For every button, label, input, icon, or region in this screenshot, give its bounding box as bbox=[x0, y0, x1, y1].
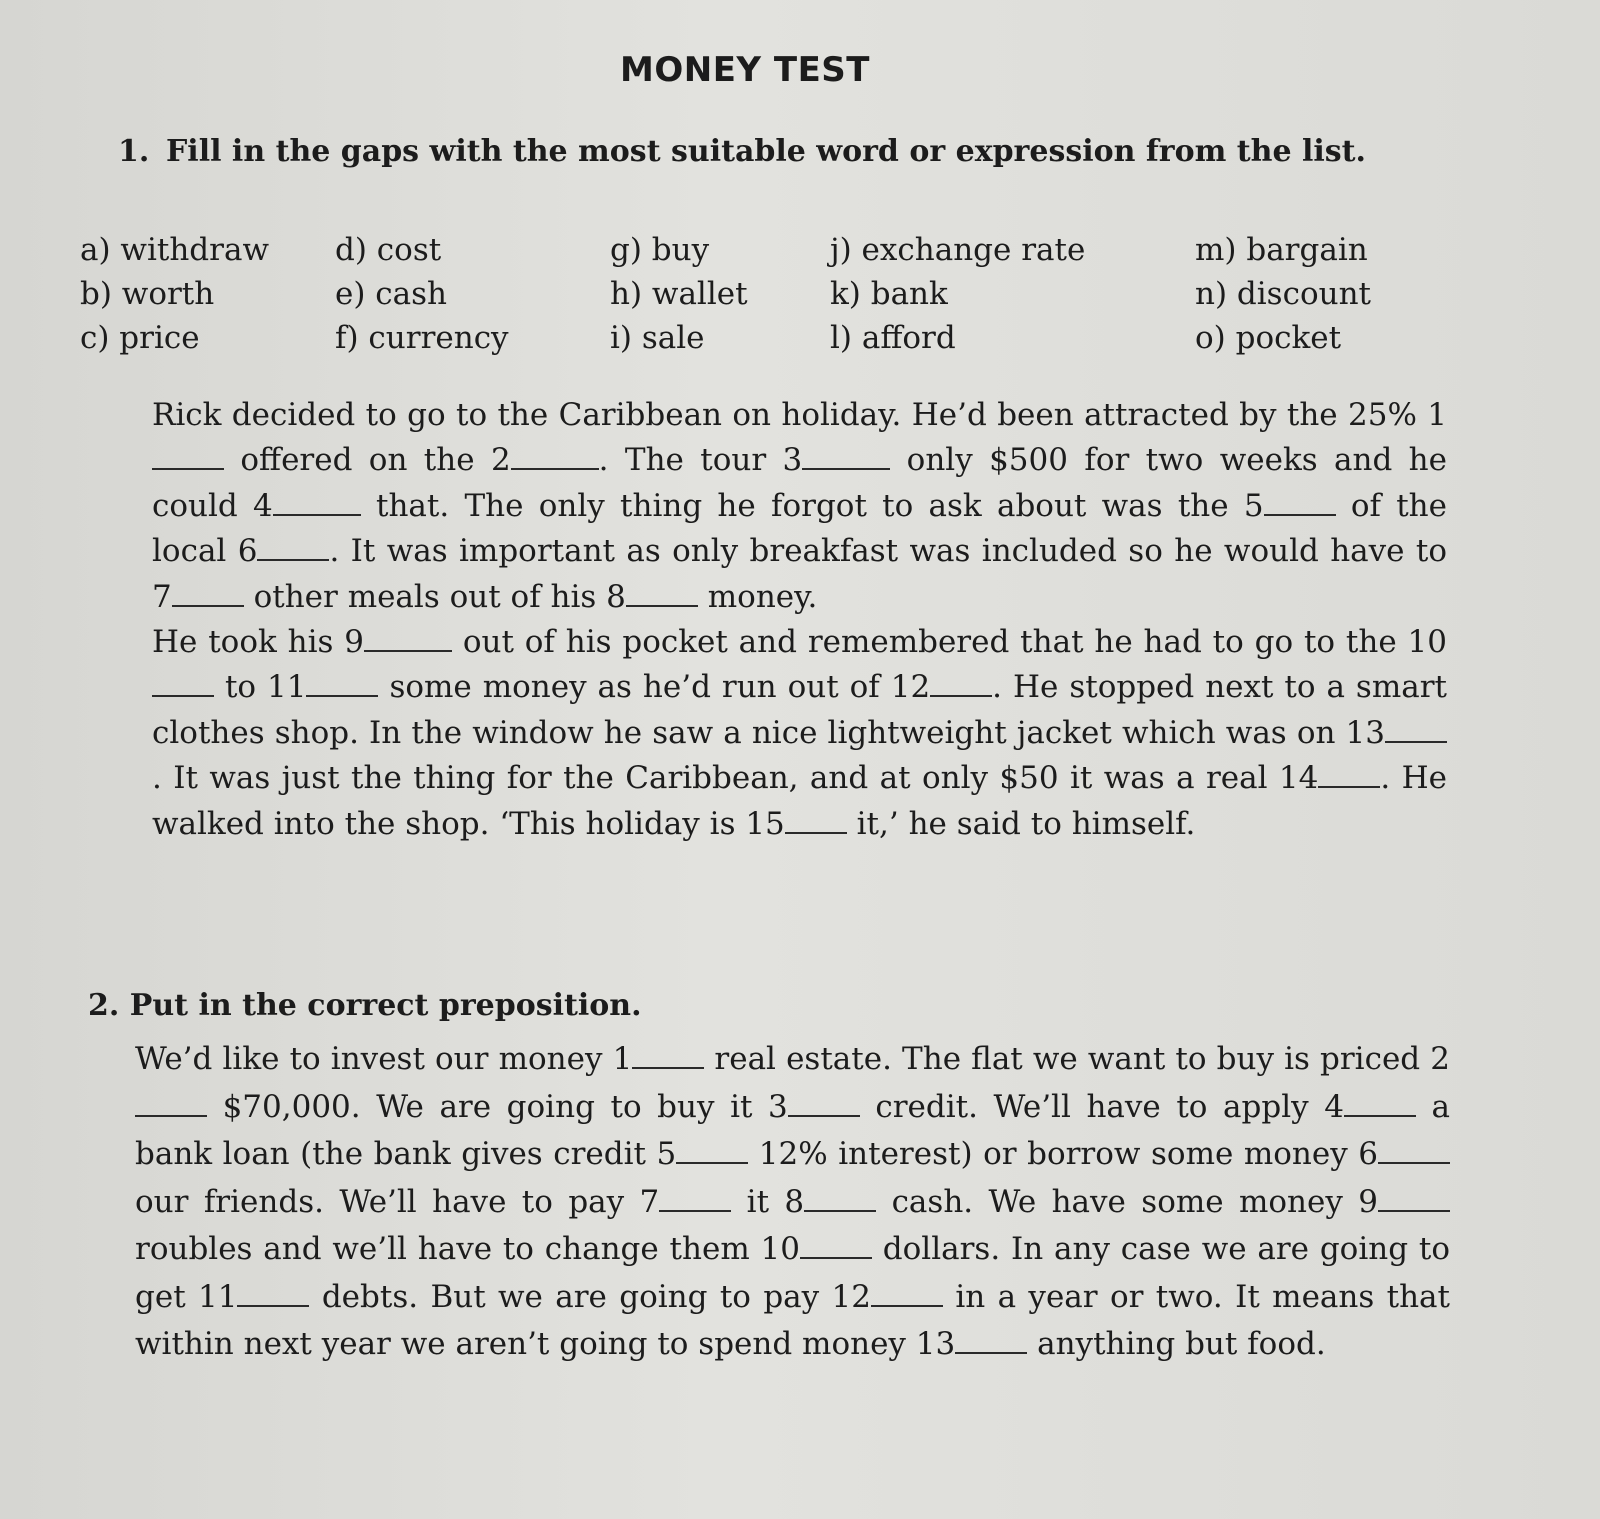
text-fragment: some money as he’d run out of 12 bbox=[378, 669, 931, 706]
task1-number: 1. bbox=[118, 134, 150, 169]
answer-gap[interactable] bbox=[135, 1089, 207, 1117]
answer-gap[interactable] bbox=[364, 624, 452, 652]
text-fragment: $70,000. We are going to buy it 3 bbox=[207, 1088, 788, 1125]
answer-gap[interactable] bbox=[306, 669, 378, 697]
answer-gap[interactable] bbox=[257, 533, 329, 561]
answer-gap[interactable] bbox=[955, 1326, 1027, 1354]
text-fragment: it,’ he said to himself. bbox=[846, 805, 1196, 842]
text-fragment: money. bbox=[697, 578, 818, 615]
task2-number: 2. bbox=[88, 988, 120, 1023]
text-fragment: real estate. The flat we want to buy is priced 2 bbox=[704, 1041, 1450, 1077]
word-list-row bbox=[80, 272, 1440, 316]
text-fragment: . The tour 3 bbox=[598, 442, 803, 479]
answer-gap[interactable] bbox=[804, 1184, 876, 1212]
text-fragment: of the local 6 bbox=[152, 487, 1447, 570]
word-option: d) cost bbox=[335, 232, 442, 268]
text-fragment: We’d like to invest our money 1 bbox=[135, 1041, 633, 1077]
text-fragment: 12% interest) or borrow some money 6 bbox=[748, 1136, 1378, 1172]
word-option: l) afford bbox=[830, 320, 956, 356]
text-fragment: Rick decided to go to the Caribbean on holiday. He’d been attracted by the 25% 1 bbox=[152, 397, 1447, 433]
text-fragment: in a year or two. It means that within next year we aren’t going to spend money 13 bbox=[135, 1278, 1450, 1362]
text-fragment: it 8 bbox=[731, 1183, 805, 1220]
answer-gap[interactable] bbox=[152, 442, 224, 470]
task1-heading bbox=[118, 130, 1448, 174]
word-list bbox=[80, 228, 1440, 360]
task2-instruction: Put in the correct preposition. bbox=[129, 988, 642, 1023]
text-fragment: only $500 for two weeks and he could 4 bbox=[152, 442, 1447, 524]
answer-gap[interactable] bbox=[237, 1279, 309, 1307]
answer-gap[interactable] bbox=[1344, 1089, 1416, 1117]
answer-gap[interactable] bbox=[1385, 715, 1447, 743]
answer-gap[interactable] bbox=[788, 1089, 860, 1117]
word-option: g) buy bbox=[610, 232, 710, 268]
answer-gap[interactable] bbox=[632, 1041, 704, 1069]
answer-gap[interactable] bbox=[1264, 488, 1336, 516]
text-fragment: that. The only thing he forgot to ask about was the 5 bbox=[360, 487, 1264, 524]
text-fragment: offered on the 2 bbox=[224, 442, 511, 479]
answer-gap[interactable] bbox=[802, 442, 890, 470]
word-option: j) exchange rate bbox=[830, 232, 1086, 268]
answer-gap[interactable] bbox=[800, 1231, 872, 1259]
answer-gap[interactable] bbox=[626, 579, 698, 607]
answer-gap[interactable] bbox=[273, 488, 361, 516]
text-fragment: anything but food. bbox=[1027, 1326, 1326, 1362]
answer-gap[interactable] bbox=[871, 1279, 943, 1307]
word-option: h) wallet bbox=[610, 276, 748, 312]
text-fragment: roubles and we’ll have to change them 10 bbox=[135, 1231, 800, 1267]
text-fragment: to 11 bbox=[214, 669, 307, 706]
text-fragment: out of his pocket and remembered that he had to go to the 10 bbox=[452, 624, 1447, 661]
word-option: a) withdraw bbox=[80, 232, 269, 268]
word-option: i) sale bbox=[610, 320, 705, 356]
word-option: b) worth bbox=[80, 276, 215, 312]
word-option: o) pocket bbox=[1195, 320, 1342, 356]
text-fragment: a bank loan (the bank gives credit 5 bbox=[135, 1088, 1450, 1172]
task1-instruction: Fill in the gaps with the most suitable word or expression from the list. bbox=[166, 134, 1366, 169]
word-option: e) cash bbox=[335, 276, 448, 312]
task2-text bbox=[135, 1036, 1450, 1369]
word-option: f) currency bbox=[335, 320, 509, 356]
answer-gap[interactable] bbox=[676, 1136, 748, 1164]
word-list-row bbox=[80, 228, 1440, 272]
text-fragment: our friends. We’ll have to pay 7 bbox=[135, 1183, 660, 1220]
text-fragment: cash. We have some money 9 bbox=[876, 1183, 1378, 1220]
answer-gap[interactable] bbox=[659, 1184, 731, 1212]
text-fragment: credit. We’ll have to apply 4 bbox=[859, 1088, 1344, 1125]
answer-gap[interactable] bbox=[511, 442, 599, 470]
answer-gap[interactable] bbox=[785, 806, 847, 834]
text-fragment: other meals out of his 8 bbox=[243, 578, 626, 615]
task2-heading bbox=[88, 984, 1418, 1028]
text-fragment: . He walked into the shop. ‘This holiday is 15 bbox=[152, 760, 1447, 842]
word-option: n) discount bbox=[1195, 276, 1371, 312]
text-fragment: . It was just the thing for the Caribbean, and at only $50 it was a real 14 bbox=[152, 760, 1319, 797]
answer-gap[interactable] bbox=[1378, 1184, 1450, 1212]
word-option: m) bargain bbox=[1195, 232, 1368, 268]
text-fragment: . It was important as only breakfast was included so he would have to 7 bbox=[152, 533, 1447, 615]
text-fragment: He took his 9 bbox=[152, 624, 364, 661]
answer-gap[interactable] bbox=[172, 579, 244, 607]
answer-gap[interactable] bbox=[1378, 1136, 1450, 1164]
answer-gap[interactable] bbox=[930, 669, 992, 697]
word-list-row bbox=[80, 316, 1440, 360]
text-fragment: debts. But we are going to pay 12 bbox=[309, 1278, 871, 1315]
text-fragment: dollars. In any case we are going to get 11 bbox=[135, 1231, 1450, 1315]
page-title: MONEY TEST bbox=[620, 50, 870, 90]
text-fragment: . He stopped next to a smart clothes shop. In the window he saw a nice lightweight jacket which was on 13 bbox=[152, 669, 1447, 751]
word-option: k) bank bbox=[830, 276, 948, 312]
answer-gap[interactable] bbox=[1318, 760, 1380, 788]
answer-gap[interactable] bbox=[152, 669, 214, 697]
task1-text bbox=[152, 393, 1447, 847]
word-option: c) price bbox=[80, 320, 200, 356]
